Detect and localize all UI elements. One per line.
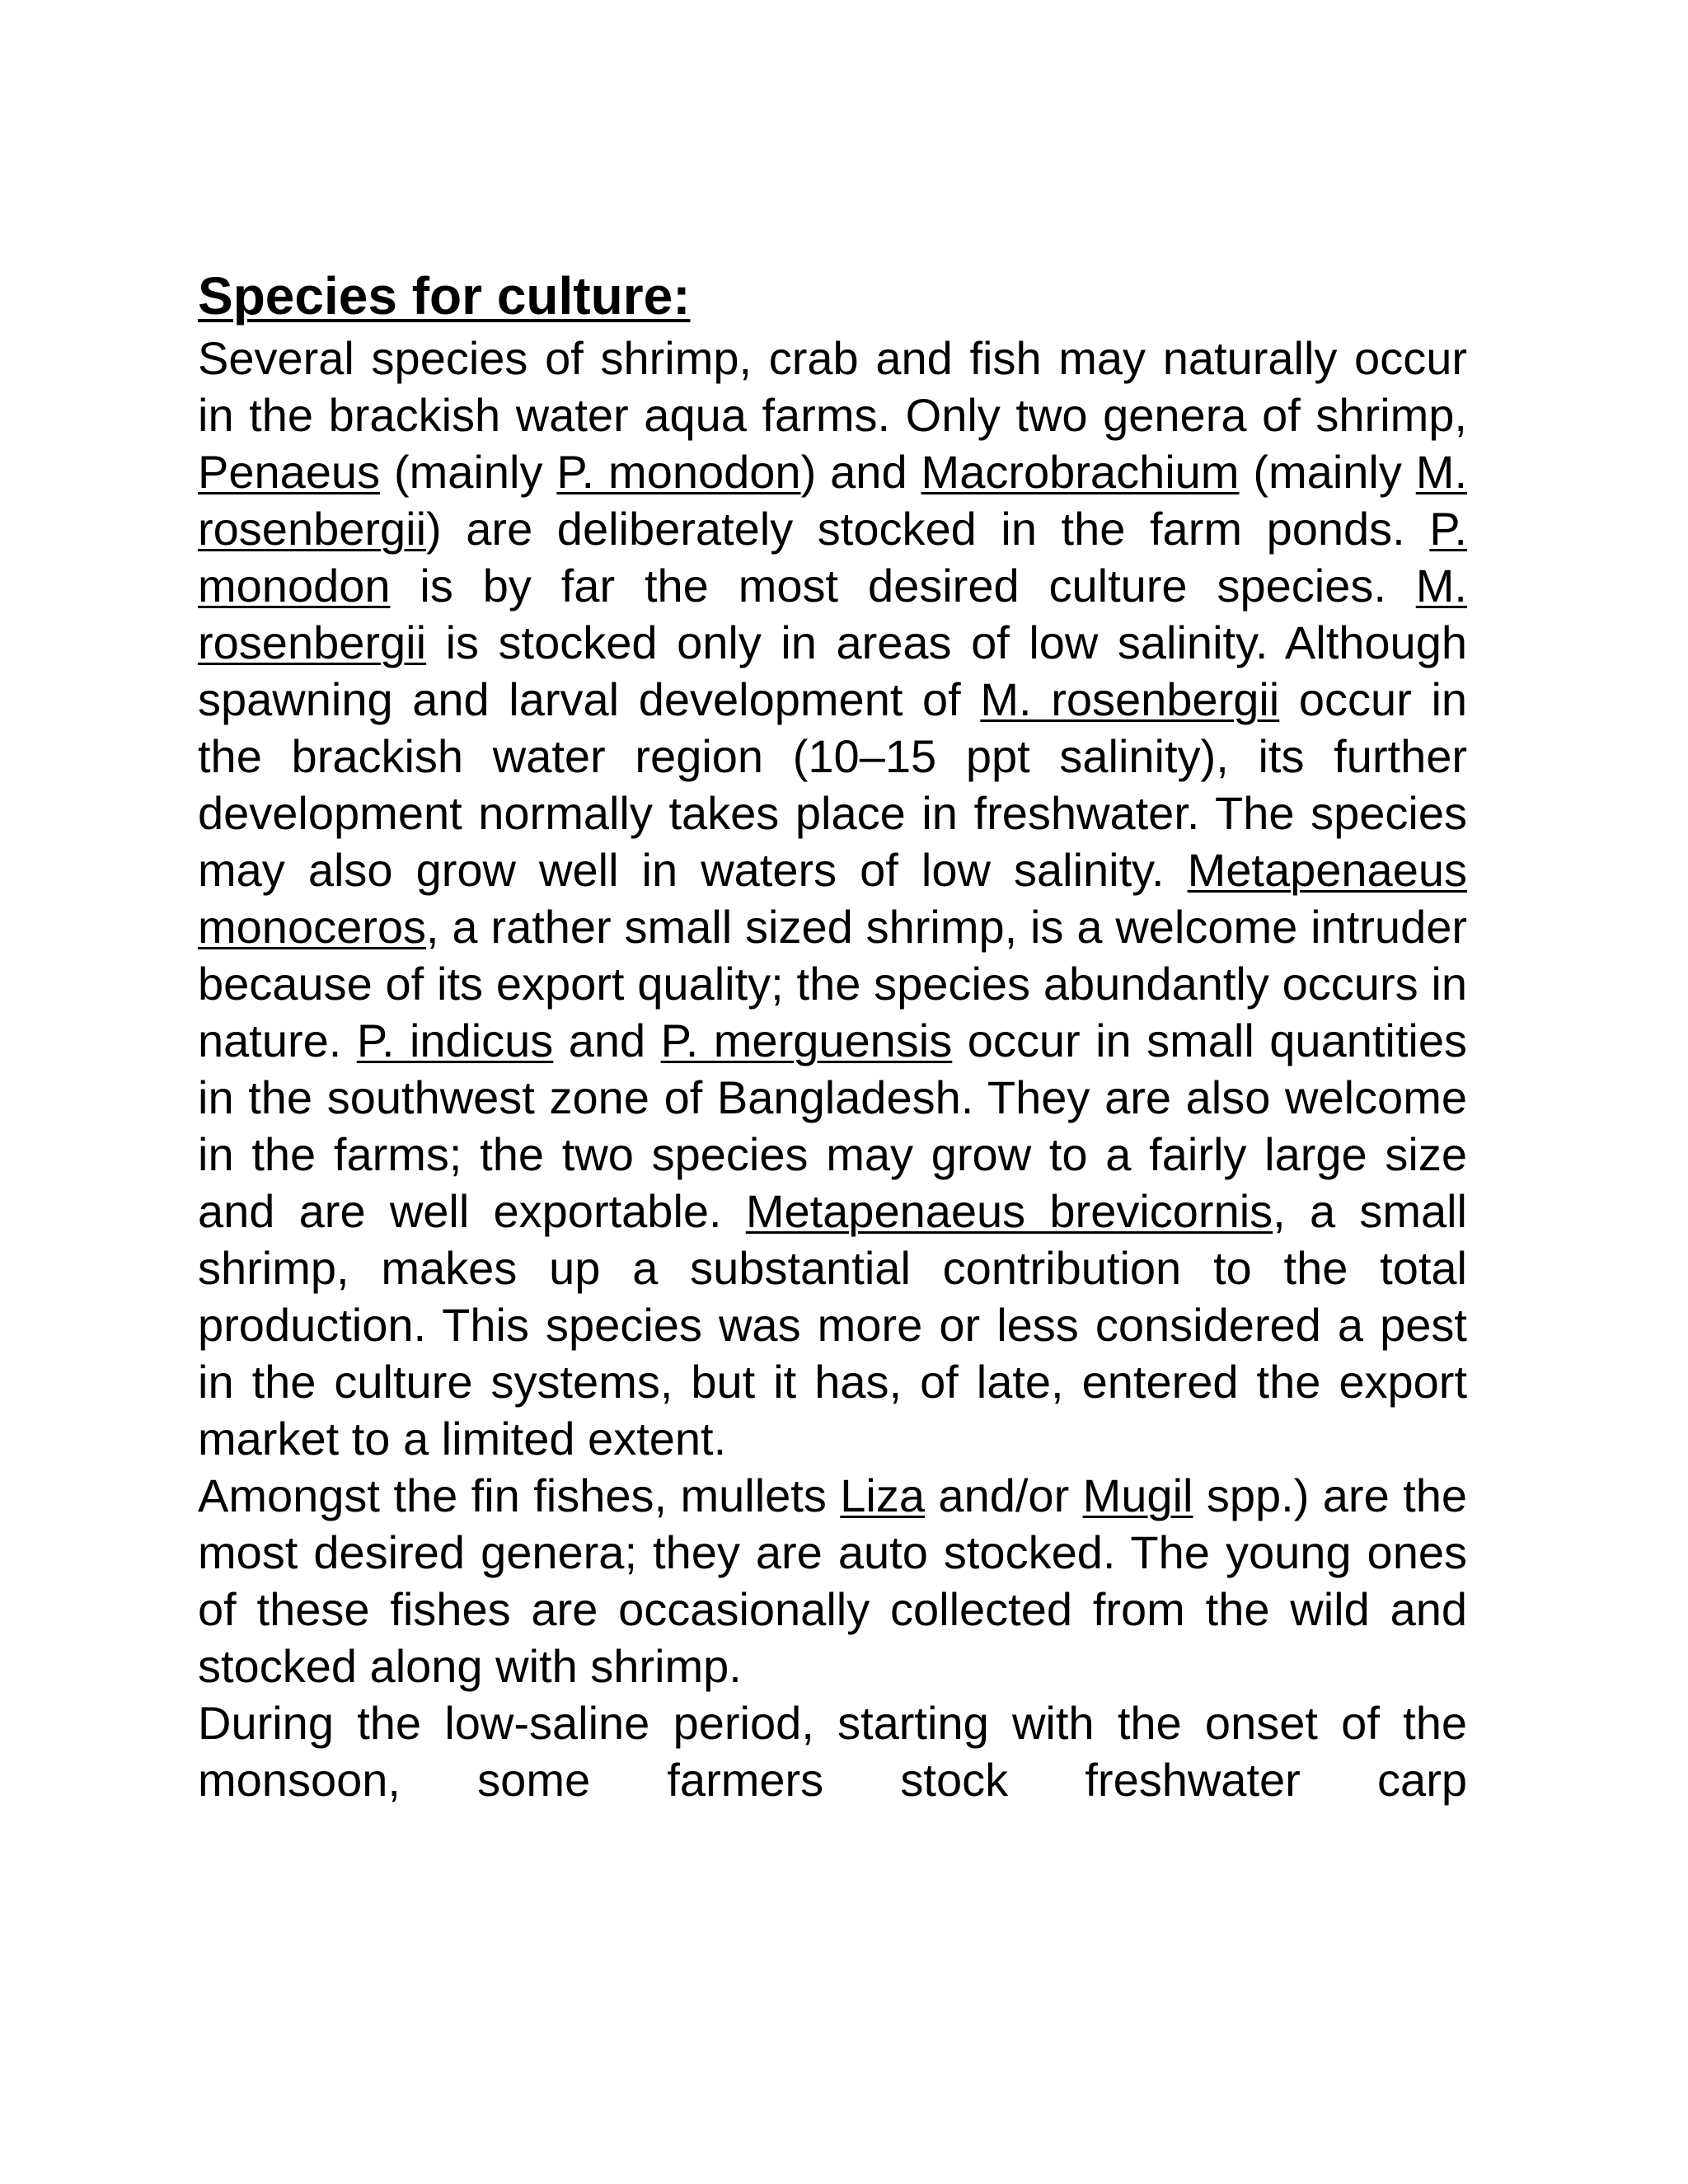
text-run: occur in the brackish water region (10–15 ppt salinity), its further development normally takes place in freshwater. The species may also grow well in waters of low salinity. — [198, 673, 1468, 896]
document-body — [198, 262, 1467, 1808]
species-name-p-monodon: P. monodon — [556, 446, 801, 498]
text-run: (mainly — [1239, 446, 1416, 498]
species-name-penaeus: Penaeus — [198, 446, 381, 498]
species-name-m-rosenbergii: M. rosenbergii — [980, 673, 1280, 725]
genus-name-mugil: Mugil — [1082, 1469, 1193, 1521]
species-name-metapenaeus-brevicornis: Metapenaeus brevicornis — [745, 1185, 1273, 1237]
species-name-m-rosenbergii: M. rosenbergii — [198, 446, 1468, 555]
species-name-macrobrachium: Macrobrachium — [921, 446, 1240, 498]
text-run: , a small shrimp, makes up a substantial contribution to the total production. This species was more or less considered a pest in the culture systems, but it has, of late, entered the export market to a limited extent. — [198, 1185, 1467, 1465]
text-run: and — [553, 1015, 661, 1066]
text-run: occur in small quantities in the southwest zone of Bangladesh. They are also welcome in the farms; the two species may grow to a fairly large size and are well exportable. — [198, 1015, 1467, 1237]
genus-name-liza: Liza — [840, 1469, 926, 1521]
paragraph-low-saline-period: During the low-saline period, starting with the onset of the monsoon, some farmers stock freshwater carp — [198, 1697, 1467, 1806]
text-run: ) are deliberately stocked in the farm ponds. — [426, 503, 1430, 555]
text-run: (mainly — [380, 446, 557, 498]
text-run: is stocked only in areas of low salinity. Although spawning and larval development of — [198, 616, 1467, 725]
text-run: ) and — [800, 446, 921, 498]
text-run: spp.) are the most desired genera; they are auto stocked. The young ones of these fishes are occasionally collected from the wild and stocked along with shrimp. — [198, 1469, 1467, 1692]
species-name-m-rosenbergii: M. rosenbergii — [198, 560, 1467, 668]
species-name-p-monodon: P. monodon — [198, 503, 1467, 612]
species-name-p-indicus: P. indicus — [356, 1015, 554, 1066]
species-name-p-merguensis: P. merguensis — [660, 1015, 953, 1066]
text-run: Amongst the fin fishes, mullets — [198, 1469, 841, 1521]
paragraph-fin-fishes — [198, 1467, 1467, 1694]
text-run: , a rather small sized shrimp, is a welcome intruder because of its export quality; the species abundantly occurs in nature. — [198, 901, 1467, 1066]
text-run: Several species of shrimp, crab and fish may naturally occur in the brackish water aqua farms. Only two genera of shrimp, — [198, 332, 1467, 441]
section-heading: Species for culture: — [198, 266, 691, 326]
text-run: is by far the most desired culture species. — [390, 560, 1416, 612]
paragraph-shrimp-species — [198, 330, 1467, 1467]
text-run: and/or — [925, 1469, 1083, 1521]
species-name-metapenaeus-monoceros: Metapenaeus monoceros — [198, 844, 1467, 953]
